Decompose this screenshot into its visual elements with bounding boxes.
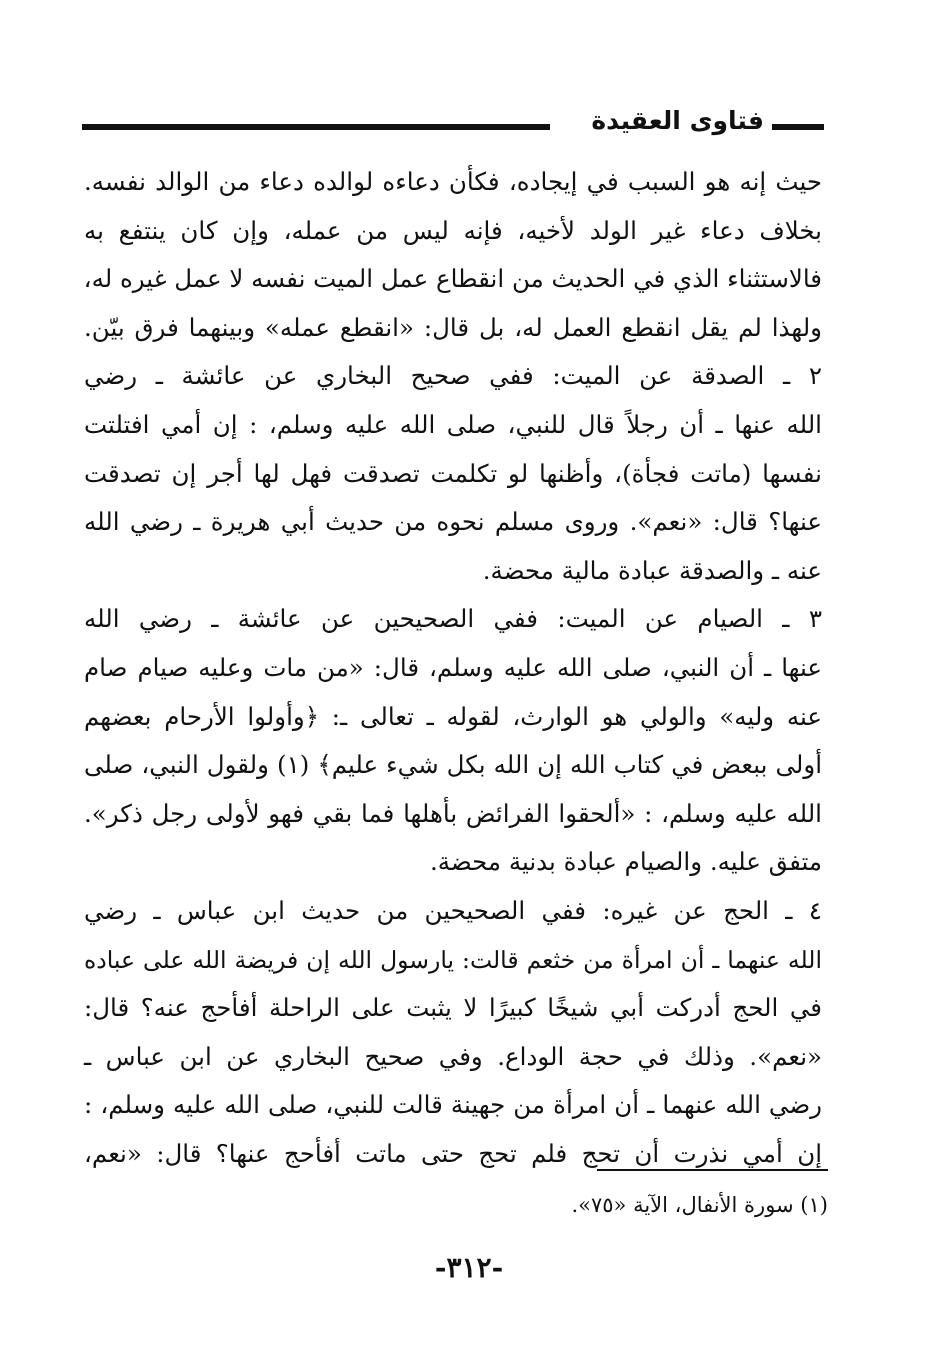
text-line: إن أمي نذرت أن تحج فلم تحج حتى ماتت أفأحج عنها؟ قال: «نعم، — [84, 1138, 822, 1168]
text-line-last: عنه ـ والصدقة عبادة مالية محضة. — [482, 555, 822, 585]
footnote: (١) سورة الأنفال، الآية «٧٥». — [571, 1193, 828, 1217]
text-line: «نعم». وذلك في حجة الوداع. وفي صحيح البخاري عن ابن عباس ـ — [84, 1041, 822, 1071]
header-rule-left — [82, 124, 550, 130]
text-line: الله عنها ـ أن رجلاً قال للنبي، صلى الله عليه وسلم، : إن أمي افتلتت — [84, 409, 822, 439]
text-line: رضي الله عنهما ـ أن امرأة من جهينة قالت للنبي، صلى الله عليه وسلم، : — [84, 1090, 822, 1120]
text-line-last: متفق عليه. والصيام عبادة بدنية محضة. — [429, 847, 822, 877]
text-line: الله عليه وسلم، : «ألحقوا الفرائض بأهلها فما بقي فهو لأولى رجل ذكر». — [84, 798, 822, 828]
body-text — [84, 158, 822, 1178]
text-line: فالاستثناء الذي في الحديث من انقطاع عمل الميت نفسه لا عمل غيره له، — [83, 264, 822, 294]
text-line: عنها؟ قال: «نعم». وروى مسلم نحوه من حديث أبي هريرة ـ رضي الله — [84, 507, 822, 537]
header-title: فتاوى العقيدة — [591, 106, 764, 135]
section-heading-line: ٣ ـ الصيام عن الميت: ففي الصحيحين عن عائشة ـ رضي الله — [84, 604, 822, 634]
text-line: عنها ـ أن النبي، صلى الله عليه وسلم، قال: «من مات وعليه صيام صام — [84, 652, 822, 682]
text-line: في الحج أدركت أبي شيخًا كبيرًا لا يثبت على الراحلة أفأحج عنه؟ قال: — [84, 993, 822, 1023]
text-line: ولهذا لم يقل انقطع العمل له، بل قال: «انقطع عمله» وبينهما فرق بيّن. — [84, 312, 822, 342]
header-rule-right — [772, 124, 824, 130]
running-header — [82, 104, 824, 144]
footnote-separator — [597, 1169, 828, 1171]
page-number: -٣١٢- — [434, 1251, 504, 1284]
text-line: بخلاف دعاء غير الولد لأخيه، فإنه ليس من عمله، وإن كان ينتفع به — [84, 215, 822, 245]
text-line: نفسها (ماتت فجأة)، وأظنها لو تكلمت تصدقت فهل لها أجر إن تصدقت — [84, 458, 822, 488]
text-line: أولى ببعض في كتاب الله إن الله بكل شيء عليم﴾ (١) ولقول النبي، صلى — [84, 750, 822, 780]
section-heading-line: ٤ ـ الحج عن غيره: ففي الصحيحين من حديث ابن عباس ـ رضي — [84, 895, 822, 925]
text-line: حيث إنه هو السبب في إيجاده، فكأن دعاءه لوالده دعاء من الوالد نفسه. — [84, 167, 822, 196]
text-line: الله عنهما ـ أن امرأة من خثعم قالت: يارسول الله إن فريضة الله على عباده — [84, 945, 822, 974]
section-heading-line: ٢ ـ الصدقة عن الميت: ففي صحيح البخاري عن عائشة ـ رضي — [84, 361, 822, 391]
text-line: عنه وليه» والولي هو الوارث، لقوله ـ تعالى ـ: ﴿وأولوا الأرحام بعضهم — [84, 701, 822, 731]
